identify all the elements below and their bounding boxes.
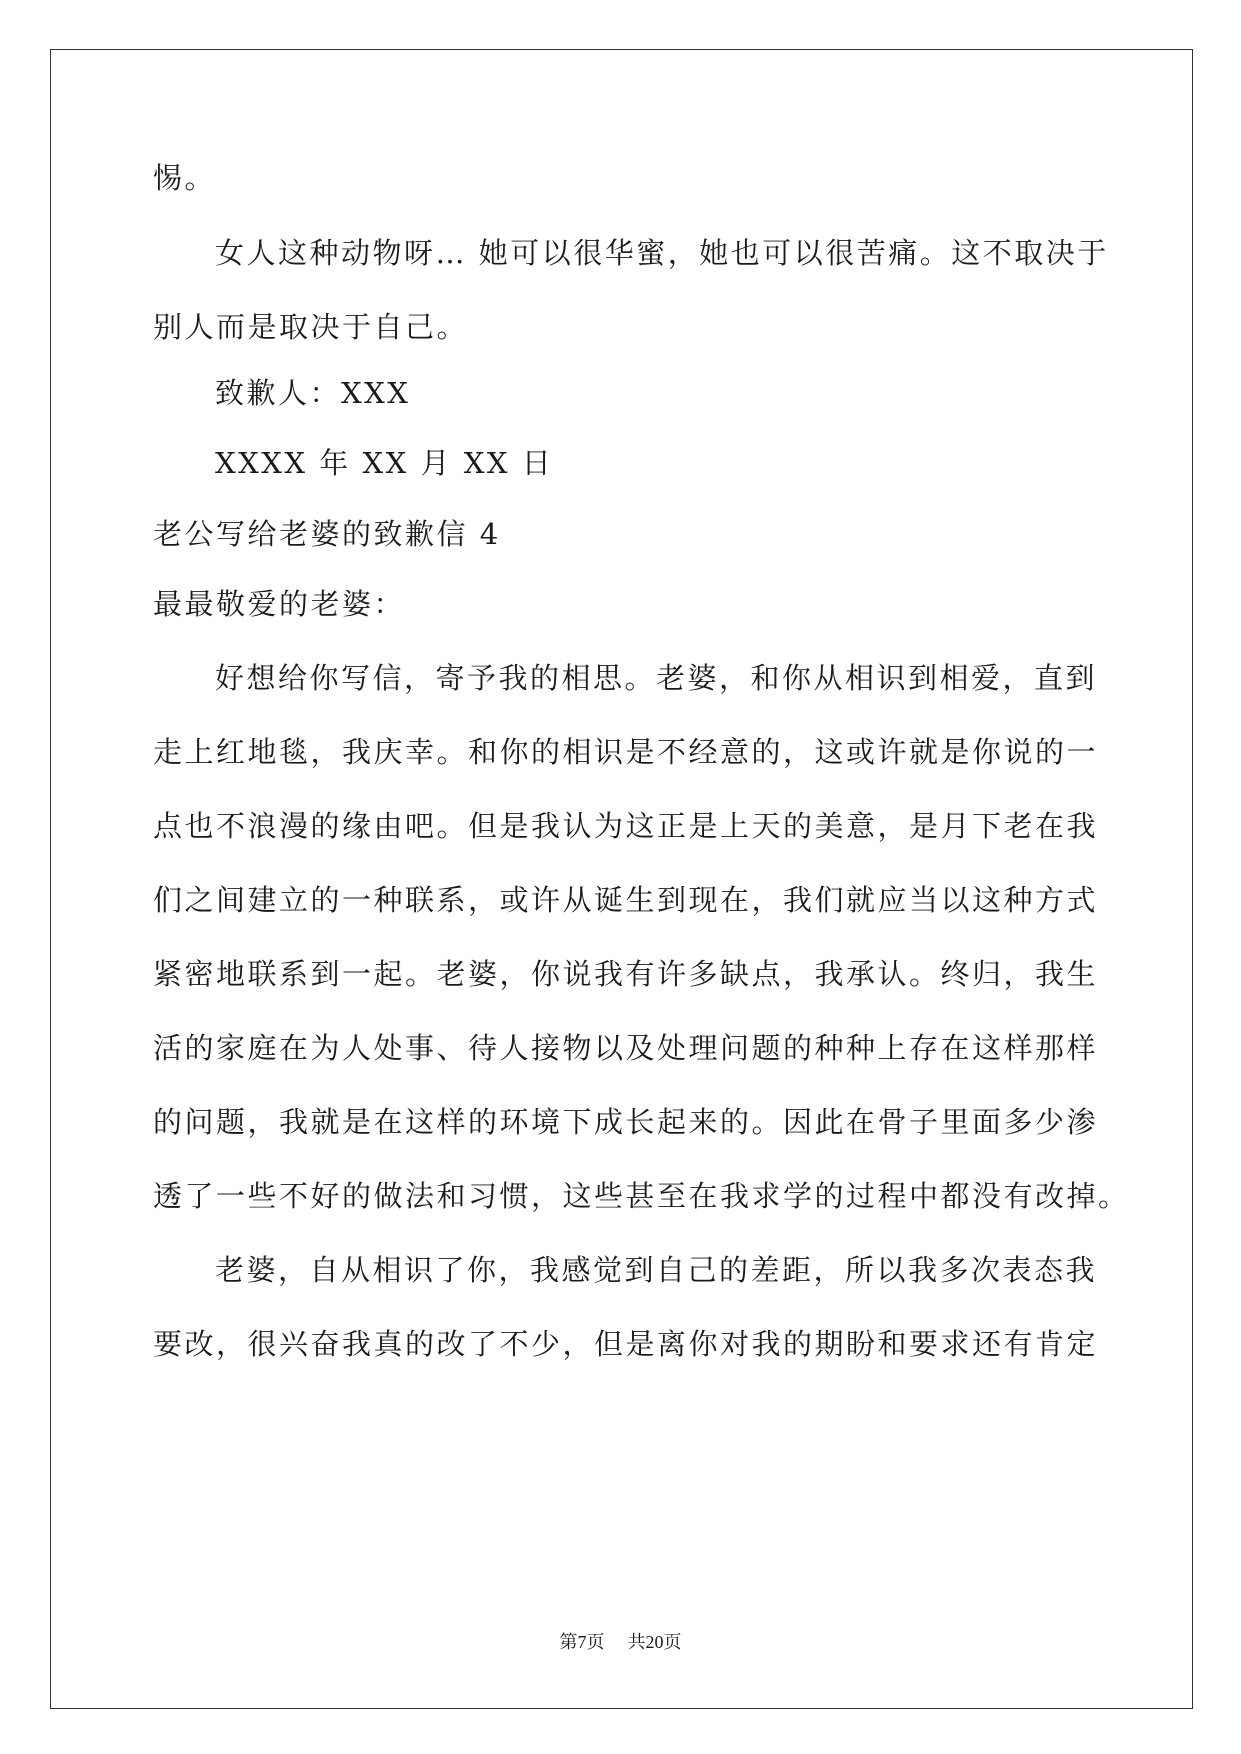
text-line: 惕。 [153, 161, 217, 195]
text-line: 点也不浪漫的缘由吧。但是我认为这正是上天的美意，是月下老在我 [153, 809, 1099, 843]
date-line: XXXX 年 XX 月 XX 日 [215, 446, 554, 480]
text-line: 好想给你写信，寄予我的相思。老婆，和你从相识到相爱，直到 [215, 661, 1098, 695]
text-line: 走上红地毯，我庆幸。和你的相识是不经意的，这或许就是你说的一 [153, 735, 1099, 769]
text-line: 的问题，我就是在这样的环境下成长起来的。因此在骨子里面多少渗 [153, 1105, 1099, 1139]
text-line: 老婆，自从相识了你，我感觉到自己的差距，所以我多次表态我 [215, 1253, 1098, 1287]
footer-total-suffix: 页 [663, 1632, 682, 1653]
signature-line: 致歉人：XXX [215, 376, 411, 410]
text-line: 透了一些不好的做法和习惯，这些甚至在我求学的过程中都没有改掉。 [153, 1179, 1130, 1213]
text-line: 们之间建立的一种联系，或许从诞生到现在，我们就应当以这种方式 [153, 883, 1099, 917]
text-line: 女人这种动物呀… 她可以很华蜜，她也可以很苦痛。这不取决于 [215, 236, 1109, 270]
text-line: 别人而是取决于自己。 [153, 310, 469, 344]
footer-total-prefix: 共 [627, 1632, 646, 1653]
text-line: 紧密地联系到一起。老婆，你说我有许多缺点，我承认。终归，我生 [153, 957, 1099, 991]
section-title: 老公写给老婆的致歉信 4 [153, 517, 501, 551]
salutation: 最最敬爱的老婆： [153, 587, 406, 621]
text-line: 要改，很兴奋我真的改了不少，但是离你对我的期盼和要求还有肯定 [153, 1327, 1099, 1361]
page-footer [0, 1630, 1241, 1655]
total-pages: 20 [645, 1632, 664, 1652]
footer-prefix: 第 [559, 1632, 578, 1653]
footer-page-suffix: 页 [586, 1632, 605, 1653]
page-border [50, 49, 1193, 1709]
page-number: 7 [577, 1632, 587, 1652]
text-line: 活的家庭在为人处事、待人接物以及处理问题的种种上存在这样那样 [153, 1031, 1099, 1065]
